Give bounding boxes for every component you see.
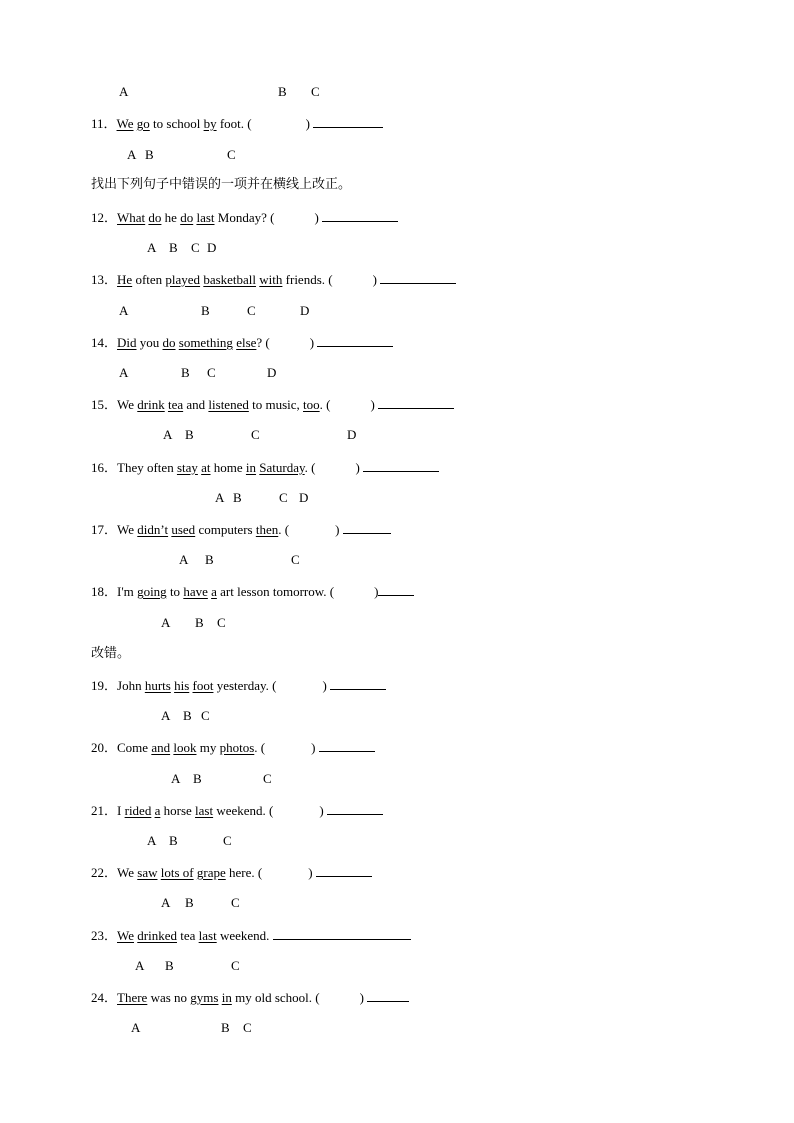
option-a-text: stay (176, 460, 198, 475)
option-b-text: go (136, 116, 150, 131)
sentence-text: friends. ( (282, 272, 333, 287)
option-label-c: C (279, 490, 288, 505)
paren-close: ) (314, 210, 319, 225)
option-label-b: B (145, 147, 154, 162)
question-number: 18． (91, 584, 118, 599)
instruction-correct: 改错。 (91, 646, 131, 661)
sentence-text: to (166, 584, 184, 599)
sentence-text: . ( (278, 522, 290, 537)
option-b-text: lots of (160, 865, 194, 880)
answer-blank[interactable] (378, 396, 454, 409)
sentence-text: . ( (319, 397, 331, 412)
option-label-b: B (185, 427, 194, 442)
sentence-text: Monday? ( (214, 210, 275, 225)
option-c-text: last (198, 928, 217, 943)
option-label-a: A (215, 490, 225, 505)
option-label-c: C (251, 427, 260, 442)
option-a-text: rided (124, 803, 152, 818)
sentence-text: yesterday. ( (213, 678, 277, 693)
option-c-text: something (178, 335, 233, 350)
option-a-text: hurts (144, 678, 171, 693)
option-label-b: B (181, 365, 190, 380)
option-c-text: grape (196, 865, 226, 880)
question-22 (91, 864, 372, 881)
sentence-text: horse (160, 803, 196, 818)
answer-blank[interactable] (319, 739, 375, 752)
option-c-text: last (195, 803, 214, 818)
sentence-text: . ( (254, 740, 266, 755)
paren-close: ) (370, 397, 375, 412)
sentence-text: and (183, 397, 209, 412)
option-b-text: used (171, 522, 196, 537)
option-c-text: by (203, 116, 217, 131)
answer-blank[interactable] (343, 521, 391, 534)
question-23 (91, 927, 411, 944)
question-16 (91, 459, 439, 476)
sentence-text: foot. ( (216, 116, 252, 131)
sentence-text: to music, (248, 397, 304, 412)
answer-blank[interactable] (316, 864, 372, 877)
option-d-text: last (196, 210, 215, 225)
question-24 (91, 989, 409, 1006)
sentence-text: I (117, 803, 125, 818)
option-label-c: C (217, 615, 226, 630)
paren-close: ) (355, 460, 360, 475)
option-c-text: a (211, 584, 217, 599)
option-label-b: B (278, 84, 287, 99)
option-label-a: A (163, 427, 173, 442)
question-12 (91, 209, 398, 226)
question-number: 13． (91, 272, 118, 287)
sentence-text: weekend. ( (213, 803, 274, 818)
option-label-c: C (263, 771, 272, 786)
option-label-c: C (247, 303, 256, 318)
option-label-a: A (119, 84, 129, 99)
option-d-text: too (303, 397, 320, 412)
sentence-text: ? ( (256, 335, 270, 350)
answer-blank[interactable] (313, 115, 383, 128)
option-label-a: A (171, 771, 181, 786)
option-label-d: D (300, 303, 310, 318)
option-label-d: D (267, 365, 277, 380)
question-number: 17． (91, 522, 118, 537)
option-label-b: B (169, 833, 178, 848)
option-label-c: C (231, 895, 240, 910)
answer-blank[interactable] (322, 209, 398, 222)
question-20 (91, 739, 375, 756)
option-label-a: A (161, 615, 171, 630)
option-b-text: played (165, 272, 201, 287)
option-d-text: else (236, 335, 257, 350)
option-c-text: in (245, 460, 257, 475)
option-label-d: D (299, 490, 309, 505)
sentence-text: to school (149, 116, 204, 131)
option-label-b: B (201, 303, 210, 318)
option-label-c: C (291, 552, 300, 567)
option-c-text: then (255, 522, 279, 537)
option-c-text: listened (208, 397, 249, 412)
sentence-text: here. ( (225, 865, 263, 880)
option-label-c: C (207, 365, 216, 380)
instruction-find-error: 找出下列句子中错误的一项并在横线上改正。 (91, 177, 352, 192)
question-number: 19． (91, 678, 118, 693)
paren-close: ) (372, 272, 377, 287)
question-17 (91, 521, 391, 538)
answer-blank[interactable] (317, 334, 393, 347)
option-b-text: look (173, 740, 197, 755)
option-a-text: saw (137, 865, 158, 880)
option-c-text: foot (192, 678, 214, 693)
sentence-text: you (136, 335, 163, 350)
question-number: 11． (91, 116, 117, 131)
option-a-text: didn’t (137, 522, 169, 537)
option-label-c: C (201, 708, 210, 723)
answer-blank[interactable] (327, 802, 383, 815)
sentence-text: They often (117, 460, 177, 475)
option-label-b: B (165, 958, 174, 973)
option-b-text: tea (167, 397, 184, 412)
question-number: 20． (91, 740, 118, 755)
option-label-a: A (147, 240, 157, 255)
answer-blank[interactable] (367, 989, 409, 1002)
sentence-text: he (161, 210, 181, 225)
option-label-a: A (161, 895, 171, 910)
paren-close: ) (359, 990, 364, 1005)
option-a-text: What (117, 210, 146, 225)
option-c-text: in (221, 990, 232, 1005)
option-label-c: C (227, 147, 236, 162)
sentence-text: tea (176, 928, 199, 943)
option-label-b: B (221, 1020, 230, 1035)
question-11 (91, 115, 383, 132)
option-b-text: his (174, 678, 190, 693)
option-label-b: B (233, 490, 242, 505)
option-label-b: B (195, 615, 204, 630)
question-number: 23． (91, 928, 118, 943)
paren-close: ) (322, 678, 327, 693)
option-label-d: D (207, 240, 217, 255)
option-label-b: B (193, 771, 202, 786)
answer-blank[interactable] (273, 927, 411, 940)
question-14 (91, 334, 393, 351)
option-d-text: with (259, 272, 283, 287)
sentence-text: John (117, 678, 145, 693)
sentence-text: home (210, 460, 246, 475)
option-label-d: D (347, 427, 357, 442)
question-number: 21． (91, 803, 118, 818)
paren-close: ) (311, 740, 316, 755)
paren-close: ) (308, 865, 313, 880)
option-a-text: going (137, 584, 167, 599)
question-15 (91, 396, 454, 413)
option-label-b: B (185, 895, 194, 910)
sentence-text: computers (195, 522, 256, 537)
sentence-text: weekend. (216, 928, 270, 943)
option-label-b: B (205, 552, 214, 567)
option-label-c: C (223, 833, 232, 848)
answer-blank[interactable] (330, 677, 386, 690)
sentence-text: Come (117, 740, 152, 755)
sentence-text: my old school. ( (231, 990, 320, 1005)
answer-blank[interactable] (363, 459, 439, 472)
option-c-text: photos (219, 740, 255, 755)
option-a-text: He (117, 272, 133, 287)
option-label-c: C (243, 1020, 252, 1035)
option-a-text: There (117, 990, 148, 1005)
paren-close: ) (319, 803, 324, 818)
option-b-text: gyms (190, 990, 219, 1005)
sentence-text: was no (147, 990, 191, 1005)
option-d-text: Saturday (259, 460, 305, 475)
sentence-text: We (117, 397, 138, 412)
sentence-text: We (117, 522, 138, 537)
question-number: 12． (91, 210, 118, 225)
option-label-a: A (131, 1020, 141, 1035)
question-18 (91, 583, 414, 600)
question-number: 22． (91, 865, 118, 880)
option-label-c: C (191, 240, 200, 255)
question-number: 24． (91, 990, 118, 1005)
option-label-c: C (231, 958, 240, 973)
option-label-a: A (119, 303, 129, 318)
sentence-text: my (196, 740, 220, 755)
sentence-text: I'm (117, 584, 138, 599)
question-21 (91, 802, 383, 819)
option-b-text: have (183, 584, 208, 599)
option-c-text: do (180, 210, 194, 225)
option-a-text: and (151, 740, 171, 755)
option-a-text: drink (137, 397, 165, 412)
option-a-text: We (117, 928, 135, 943)
option-label-a: A (147, 833, 157, 848)
answer-blank[interactable] (380, 271, 456, 284)
option-b-text: drinked (137, 928, 177, 943)
option-label-a: A (135, 958, 145, 973)
option-label-b: B (183, 708, 192, 723)
option-label-b: B (169, 240, 178, 255)
question-number: 16． (91, 460, 118, 475)
option-label-c: C (311, 84, 320, 99)
option-a-text: Did (117, 335, 137, 350)
option-label-a: A (127, 147, 137, 162)
option-a-text: We (116, 116, 134, 131)
question-13 (91, 271, 456, 288)
paren-close: ) (374, 584, 379, 599)
option-label-a: A (161, 708, 171, 723)
paren-close: ) (309, 335, 315, 350)
sentence-text: art lesson tomorrow. ( (216, 584, 335, 599)
option-b-text: a (154, 803, 161, 818)
option-b-text: do (162, 335, 176, 350)
sentence-text: We (117, 865, 138, 880)
option-label-a: A (119, 365, 129, 380)
paren-close: ) (305, 116, 310, 131)
paren-close: ) (335, 522, 340, 537)
option-c-text: basketball (203, 272, 257, 287)
answer-blank[interactable] (378, 583, 414, 596)
question-number: 14． (91, 335, 118, 350)
option-b-text: at (201, 460, 211, 475)
sentence-text: . ( (304, 460, 316, 475)
option-label-a: A (179, 552, 189, 567)
option-b-text: do (148, 210, 162, 225)
question-number: 15． (91, 397, 118, 412)
sentence-text: often (132, 272, 166, 287)
question-19 (91, 677, 386, 694)
